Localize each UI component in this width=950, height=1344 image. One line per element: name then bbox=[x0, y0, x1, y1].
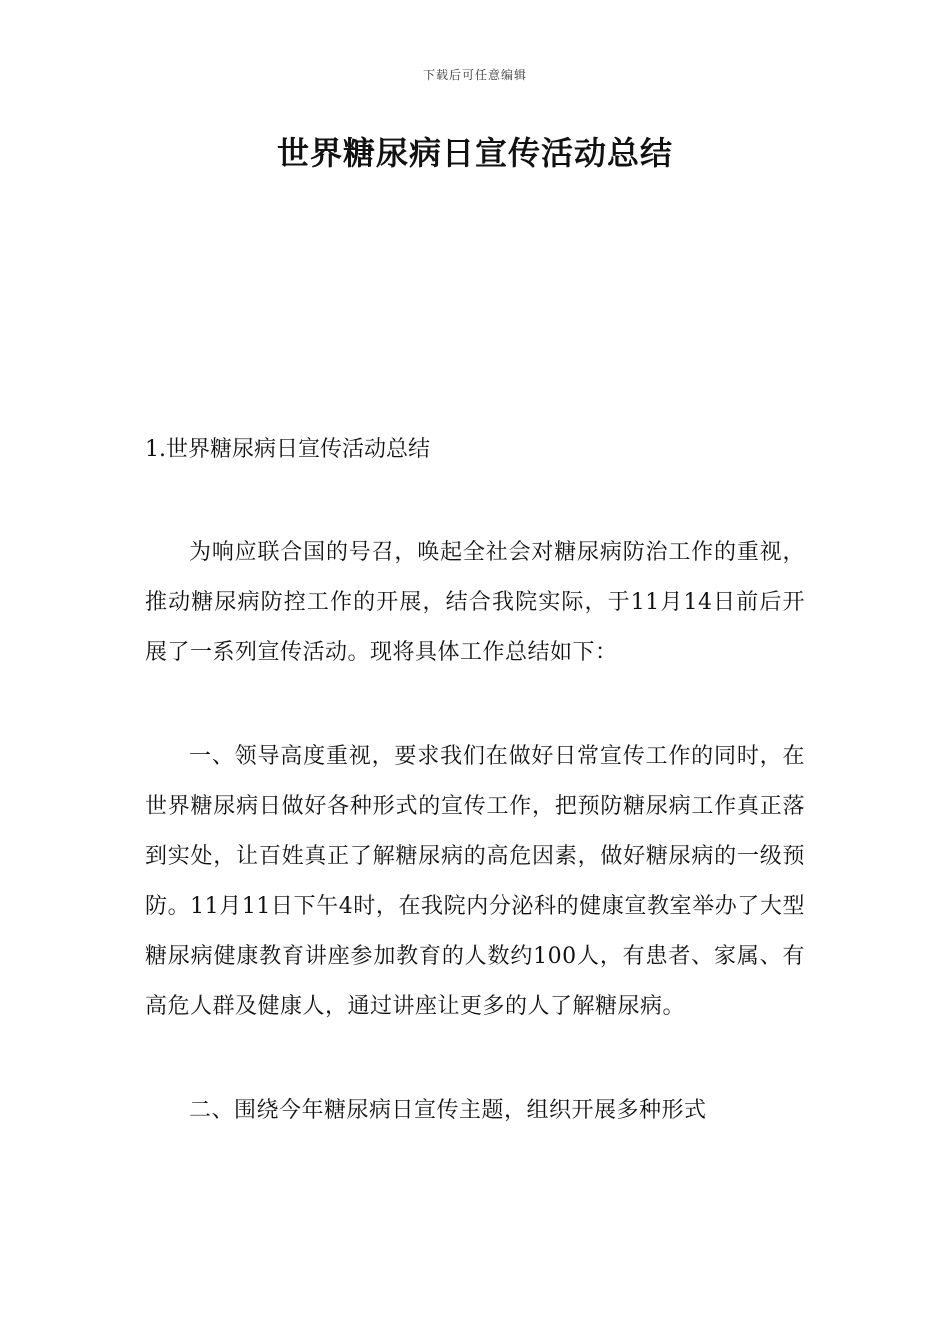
paragraph-two: 二、围绕今年糖尿病日宣传主题，组织开展多种形式 bbox=[189, 1098, 707, 1123]
document-title: 世界糖尿病日宣传活动总结 bbox=[276, 134, 673, 172]
paragraph-intro: 为响应联合国的号召，唤起全社会对糖尿病防治工作的重视，推动糖尿病防控工作的开展，结合我院实际，于11月14日前后开展了一系列宣传活动。现将具体工作总结如下： bbox=[145, 540, 805, 665]
document-body bbox=[145, 428, 805, 1190]
section-heading: 1.世界糖尿病日宣传活动总结 bbox=[145, 437, 430, 462]
header-note: 下载后可任意编辑 bbox=[422, 68, 527, 82]
paragraph-one: 一、领导高度重视，要求我们在做好日常宣传工作的同时，在世界糖尿病日做好各种形式的宣传工作，把预防糖尿病工作真正落到实处，让百姓真正了解糖尿病的高危因素，做好糖尿病的一级预防。11月11日下午4时，在我院内分泌科的健康宣教室举办了大型糖尿病健康教育讲座参加教育的人数约100人，有患者、家属、有高危人群及健康人，通过讲座让更多的人了解糖尿病。 bbox=[145, 744, 805, 1019]
